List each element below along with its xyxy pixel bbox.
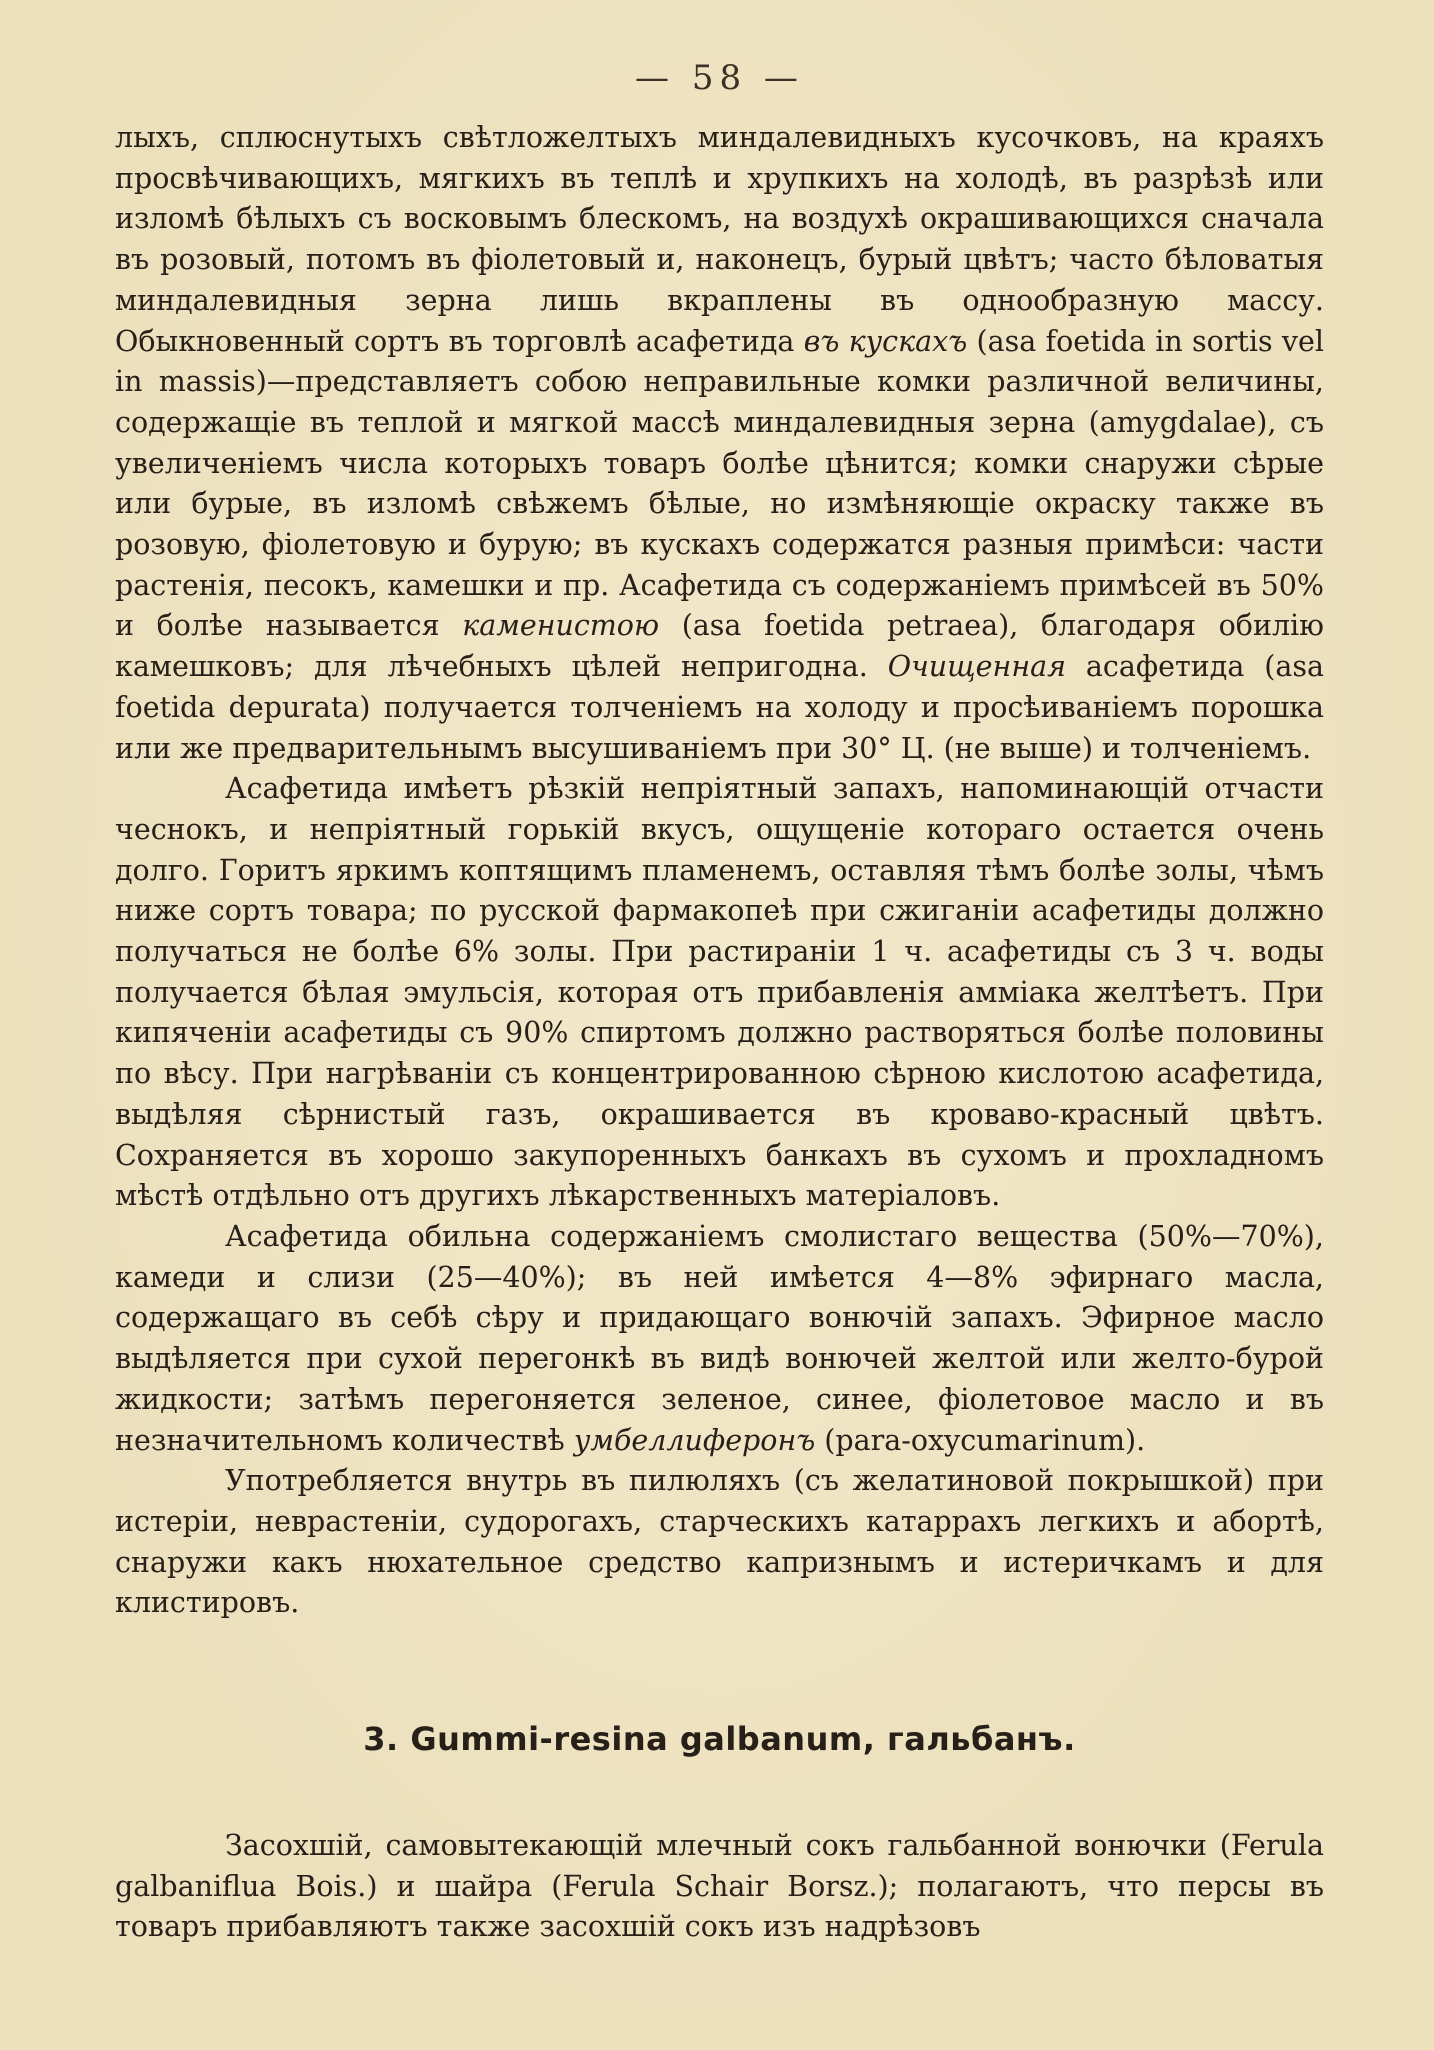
paragraph-asafetida-usage: Употребляется внутрь въ пилюляхъ (съ желатиновой покрышкой) при истеріи, неврастеніи, судорогахъ, старческихъ катаррахъ легкихъ и абортѣ, снаружи какъ нюхательное средство капризнымъ и истеричкамъ и для клистировъ. [115,1464,1324,1620]
text-run: (asa foetida in sortis vel in massis)—представляетъ собою неправильные комки различной величины, содержащіе въ теплой и мягкой массѣ миндалевидныя зерна (amygdalae), съ увеличеніемъ числа которыхъ товаръ болѣе цѣнится; комки снаружи сѣрые или бурые, въ изломѣ свѣжемъ бѣлые, но измѣняющіе окраску также въ розовую, фіолетовую и бурую; въ кускахъ содержатся разныя примѣси: части растенія, песокъ, камешки и пр. Асафетида съ содержаніемъ примѣсей въ 50% и болѣе называется [115,324,1324,643]
italic-term-umbelliferon: умбеллиферонъ [573,1423,816,1457]
italic-term-v-kuskakh: въ кускахъ [803,324,968,358]
text-run: (para-oxycumarinum). [815,1423,1146,1457]
text-run: Асафетида обильна содержаніемъ смолистаго вещества (50%—70%), камеди и слизи (25—40%); въ ней имѣется 4—8% эфирнаго масла, содержащаго въ себѣ сѣру и придающаго вонючій запахъ. Эфирное масло выдѣляется при сухой перегонкѣ въ видѣ вонючей желтой или желто-бурой жидкости; затѣмъ перегоняется зеленое, синее, фіолетовое масло и въ незначительномъ количествѣ [115,1219,1324,1457]
text-run: асафетида (asa foetida depurata) получается толченіемъ на холоду и просѣиваніемъ порошка или же предварительнымъ высушиваніемъ при 30° Ц. (не выше) и толченіемъ. [115,650,1324,765]
paragraph-asafetida-properties: Асафетида имѣетъ рѣзкій непріятный запахъ, напоминающій отчасти чеснокъ, и непріятный горькій вкусъ, ощущеніе котораго остается очень долго. Горитъ яркимъ коптящимъ пламенемъ, оставляя тѣмъ болѣе золы, чѣмъ ниже сортъ товара; по русской фармакопеѣ при сжиганіи асафетиды должно получаться не болѣе 6% золы. При растираніи 1 ч. асафетиды съ 3 ч. воды получается бѣлая эмульсія, которая отъ прибавленія аммiака желтѣетъ. При кипяченіи асафетиды съ 90% спиртомъ должно растворяться болѣе половины по вѣсу. При нагрѣваніи съ концентрированною сѣрною кислотою асафетида, выдѣляя сѣрнистый газъ, окрашивается въ кроваво-красный цвѣтъ. Сохраняется въ хорошо закупоренныхъ банкахъ въ сухомъ и прохладномъ мѣстѣ отдѣльно отъ другихъ лѣкарственныхъ матеріаловъ. [115,772,1324,1213]
text-run: (asa foetida petraea), благодаря обилію камешковъ; для лѣчебныхъ цѣлей непригодна. [115,609,1324,684]
italic-term-kamenistoyu: каменистою [462,609,660,643]
paragraph-galbanum-description: Засохшій, самовытекающій млечный сокъ гальбанной вонючки (Ferula galbaniflua Bois.) и шайра (Ferula Schair Borsz.); полагаютъ, что персы въ товаръ прибавляютъ также засохшій сокъ изъ надрѣзовъ [115,1829,1324,1944]
text-run: лыхъ, сплюснутыхъ свѣтложелтыхъ миндалевидныхъ кусочковъ, на краяхъ просвѣчивающихъ, мягкихъ въ теплѣ и хрупкихъ на холодѣ, въ разрѣзѣ или изломѣ бѣлыхъ съ восковымъ блескомъ, на воздухѣ окрашивающихся сначала въ розовый, потомъ въ фіолетовый и, наконецъ, бурый цвѣтъ; часто бѣловатыя миндалевидныя зерна лишь вкраплены въ однообразную массу. Обыкновенный сортъ въ торговлѣ асафетида [115,121,1324,358]
page-number: — 58 — [635,58,804,98]
italic-term-ochishchennaya: Очищенная [887,650,1066,684]
paragraph-asafetida-composition [115,1217,1324,1461]
paragraph-asafetida-description [115,118,1324,769]
section-heading-galbanum: 3. Gummi-resina galbanum, гальбанъ. [363,1720,1076,1759]
